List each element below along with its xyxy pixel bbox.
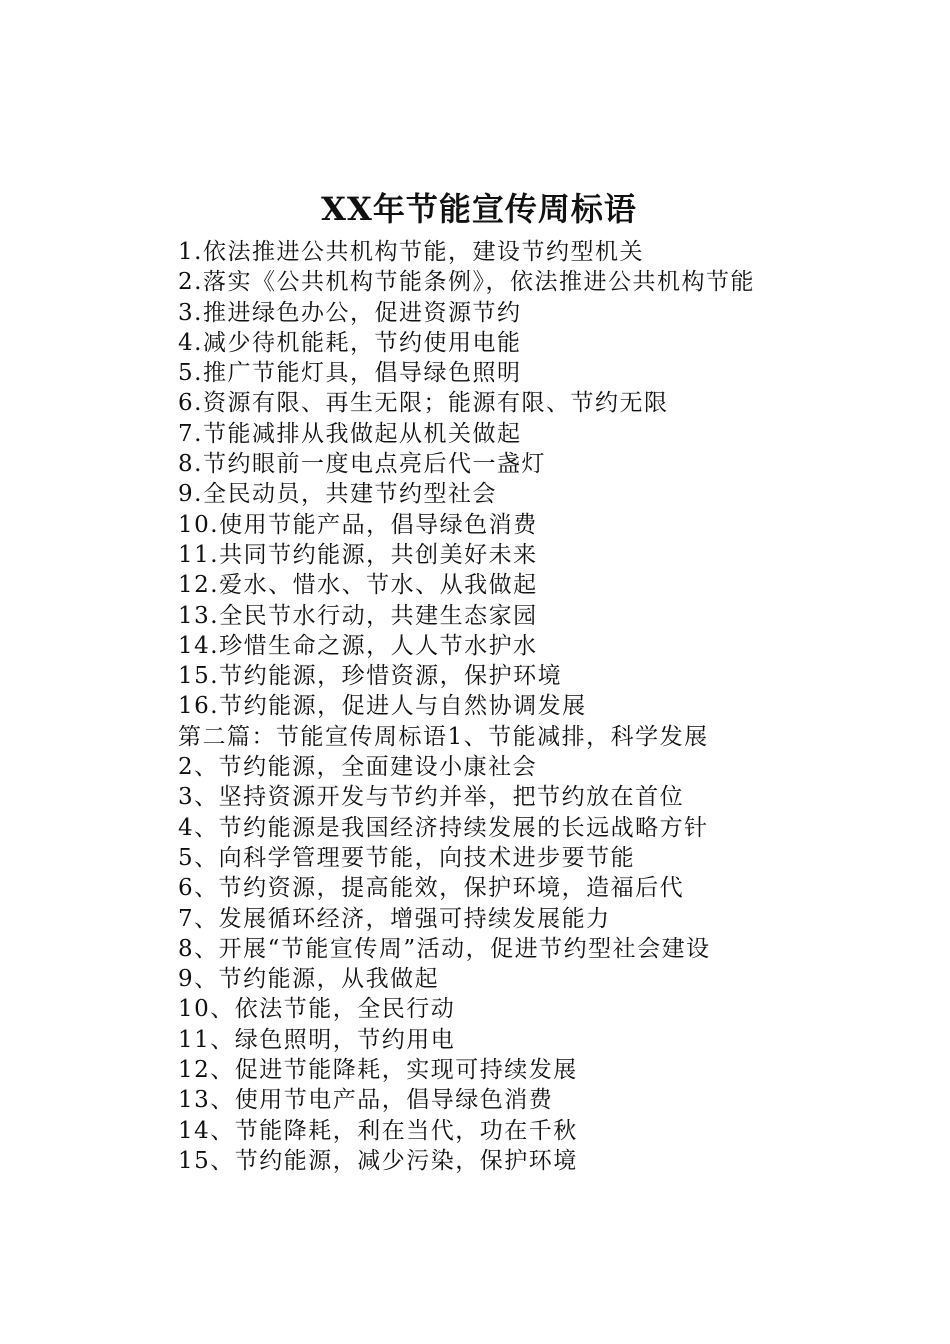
- slogan-line: 13.全民节水行动，共建生态家园: [178, 602, 538, 629]
- slogan-line: 10.使用节能产品，倡导绿色消费: [178, 511, 538, 538]
- slogan-line: 2.落实《公共机构节能条例》，依法推进公共机构节能: [178, 269, 755, 296]
- slogan-line: 14、节能降耗，利在当代，功在千秋: [178, 1117, 578, 1144]
- slogan-line: 8、开展“节能宣传周”活动，促进节约型社会建设: [178, 935, 711, 962]
- slogan-line: 9、节约能源，从我做起: [178, 966, 440, 993]
- slogan-line: 4.减少待机能耗，节约使用电能: [178, 329, 522, 356]
- slogan-line: 15.节约能源，珍惜资源，保护环境: [178, 663, 563, 690]
- slogan-line: 13、使用节电产品，倡导绿色消费: [178, 1087, 554, 1114]
- slogan-line: 5、向科学管理要节能，向技术进步要节能: [178, 844, 636, 871]
- slogan-line: 12.爱水、惜水、节水、从我做起: [178, 572, 538, 599]
- slogan-line: 4、节约能源是我国经济持续发展的长远战略方针: [178, 814, 709, 841]
- slogan-line: 7、发展循环经济，增强可持续发展能力: [178, 905, 611, 932]
- slogan-line: 11.共同节约能源，共创美好未来: [178, 541, 538, 568]
- slogan-line: 11、绿色照明，节约用电: [178, 1026, 456, 1053]
- slogan-line: 5.推广节能灯具，倡导绿色照明: [178, 360, 522, 387]
- slogan-line: 15、节约能源，减少污染，保护环境: [178, 1147, 578, 1174]
- slogan-line: 6、节约资源，提高能效，保护环境，造福后代: [178, 875, 685, 902]
- slogan-line: 6.资源有限、再生无限；能源有限、节约无限: [178, 390, 669, 417]
- slogan-line: 第二篇：节能宣传周标语1、节能减排，科学发展: [178, 723, 709, 750]
- slogan-line: 16.节约能源，促进人与自然协调发展: [178, 693, 587, 720]
- slogan-list: [178, 237, 838, 1176]
- slogan-line: 1.依法推进公共机构节能，建设节约型机关: [178, 239, 644, 265]
- slogan-line: 3、坚持资源开发与节约并举，把节约放在首位: [178, 784, 685, 811]
- slogan-line: 12、促进节能降耗，实现可持续发展: [178, 1057, 578, 1084]
- document-title: XX年节能宣传周标语: [321, 190, 637, 228]
- slogan-line: 8.节约眼前一度电点亮后代一盏灯: [178, 451, 546, 478]
- slogan-line: 2、节约能源，全面建设小康社会: [178, 754, 538, 781]
- slogan-line: 10、依法节能，全民行动: [178, 996, 456, 1023]
- slogan-line: 14.珍惜生命之源，人人节水护水: [178, 632, 538, 659]
- slogan-line: 7.节能减排从我做起从机关做起: [178, 420, 522, 447]
- slogan-line: 3.推进绿色办公，促进资源节约: [178, 299, 522, 326]
- slogan-line: 9.全民动员，共建节约型社会: [178, 481, 497, 508]
